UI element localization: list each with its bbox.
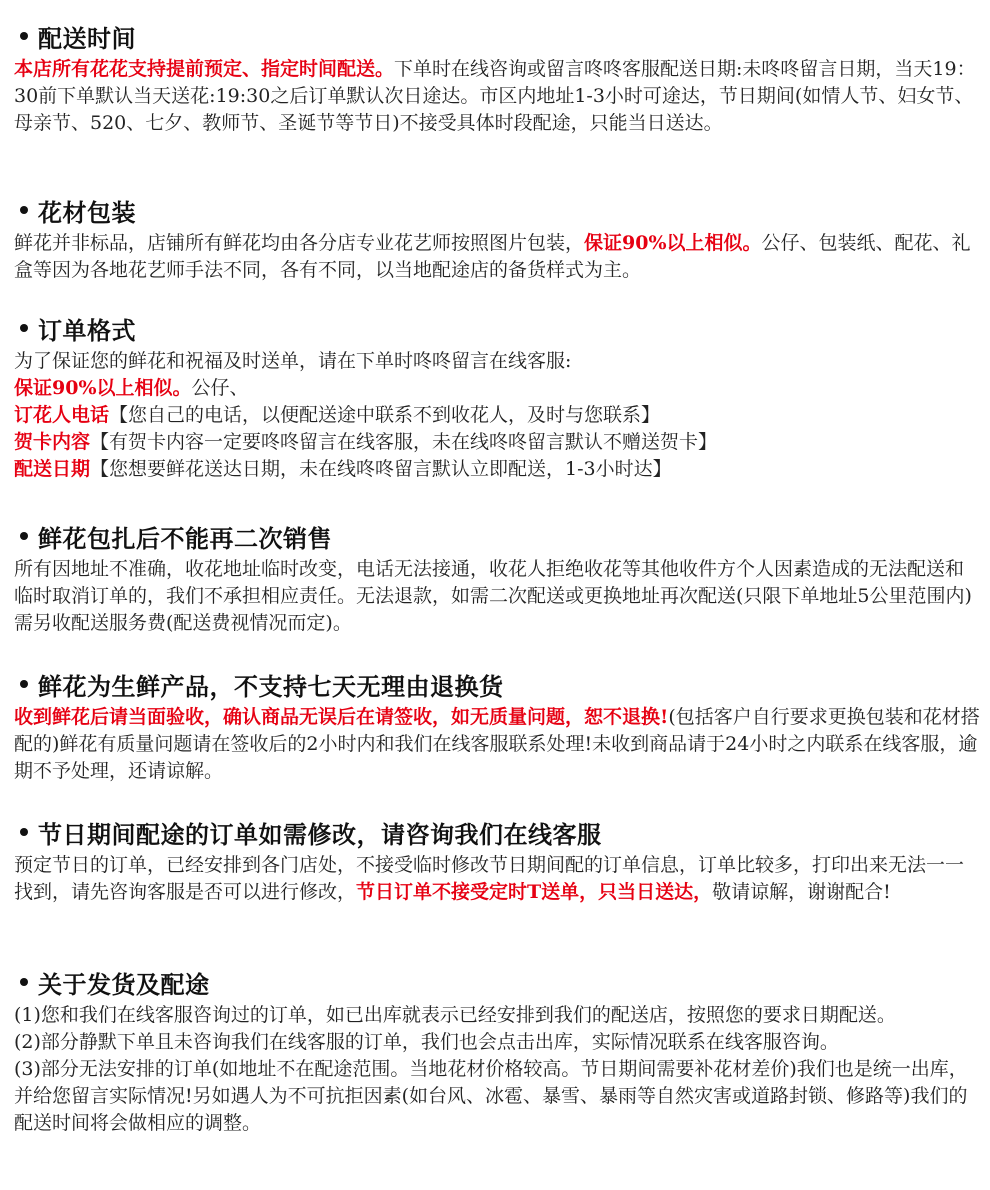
section-no-resale [14,518,980,637]
body-text: 【您想要鲜花送达日期，未在线咚咚留言默认立即配送，1-3小时达】 [90,458,672,480]
body-text: 下单时在线咨询或留言咚咚客服配送日期:未咚咚留言日期，当天19：30前下单默认当天送花:19:30之后订单默认次日途达。市区内地址1-3小时可途达，节日期间(如情人节、妇女节、母亲节、520、七夕、教师节、圣诞节等节日)不接受具体时段配途，只能当日送达。 [14,58,976,134]
section-shipping [14,964,980,1137]
list-item: (3)部分无法安排的订单(如地址不在配途范围。当地花材价格较高。节日期间需要补花材差价)我们也是统一出库，并给您留言实际情况!另如遇人为不可抗拒因素(如台风、冰雹、暴雪、暴雨等自然灾害或道路封锁、修路等)我们的配送时间将会做相应的调整。 [14,1058,968,1134]
section-title: 配送时间 [38,23,136,53]
highlight-text: 贺卡内容 [14,431,91,453]
bullet-icon [20,828,28,836]
body-text: 公仔、 [191,377,249,399]
highlight-text: 保证90%以上相似。 [584,232,762,254]
bullet-icon [20,324,28,332]
bullet-icon [20,978,28,986]
bullet-icon [20,206,28,214]
section-heading [14,964,980,1000]
body-text: (包括客户自行要求更换包装和花材搭配的)鲜花有质量问题请在签收后的2小时内和我们在线客服联系处理!未收到商品请于24小时之内联系在线客服，逾期不予处理，还请谅解。 [14,706,980,782]
list-item: (1)您和我们在线客服咨询过的订单，如已出库就表示已经安排到我们的配送店，按照您的要求日期配送。 [14,1004,896,1026]
highlight-text: 节日订单不接受定时T送单，只当日送达， [356,881,713,903]
section-body [14,348,980,483]
highlight-text: 本店所有花花支持提前预定、指定时间配送。 [14,58,395,80]
section-title: 花材包装 [38,197,136,227]
bullet-icon [20,532,28,540]
section-heading [14,18,980,54]
highlight-text: 订花人电话 [14,404,110,426]
section-title: 节日期间配途的订单如需修改，请咨询我们在线客服 [38,819,602,849]
body-text: 【您自己的电话，以便配送途中联系不到收花人，及时与您联系】 [109,404,661,426]
body-text: 鲜花并非标品，店铺所有鲜花均由各分店专业花艺师按照图片包装， [14,232,585,254]
section-heading [14,518,980,554]
section-title: 订单格式 [38,315,136,345]
highlight-text: 收到鲜花后请当面验收，确认商品无误后在请签收，如无质量问题，恕不退换! [14,706,669,728]
section-no-return [14,666,980,785]
section-delivery-time [14,18,980,137]
section-body [14,704,980,785]
section-body [14,556,980,637]
section-title: 关于发货及配途 [38,969,210,999]
body-text: 【有贺卡内容一定要咚咚留言在线客服，未在线咚咚留言默认不赠送贺卡】 [90,431,718,453]
section-body [14,230,980,284]
highlight-text: 保证90%以上相似。 [14,377,192,399]
section-body [14,852,980,906]
section-heading [14,814,980,850]
body-text: 所有因地址不准确，收花地址临时改变，电话无法接通，收花人拒绝收花等其他收件方个人因素造成的无法配送和临时取消订单的，我们不承担相应责任。无法退款，如需二次配送或更换地址再次配送(只限下单地址5公里范围内)需另收配送服务费(配送费视情况而定)。 [14,558,972,634]
bullet-icon [20,32,28,40]
section-order-format [14,310,980,483]
body-text: 为了保证您的鲜花和祝福及时送单，请在下单时咚咚留言在线客服: [14,350,572,372]
section-title: 鲜花包扎后不能再二次销售 [38,523,332,553]
section-body [14,56,980,137]
body-text: 预定节日的订单，已经安排到各门店处，不接受临时修改节日期间配的订单信息，订单比较多，打印出来无法一一找到，请先咨询客服是否可以进行修改， [14,854,965,903]
section-heading [14,192,980,228]
body-text: 敬请谅解，谢谢配合! [712,881,891,903]
highlight-text: 配送日期 [14,458,91,480]
section-title: 鲜花为生鲜产品，不支持七天无理由退换货 [38,671,504,701]
section-heading [14,310,980,346]
bullet-icon [20,680,28,688]
list-item: (2)部分静默下单且未咨询我们在线客服的订单，我们也会点击出库，实际情况联系在线客服咨询。 [14,1031,839,1053]
section-packaging [14,192,980,284]
section-body [14,1002,980,1137]
body-text: 公仔、包装纸、配花、礼盒等因为各地花艺师手法不同，各有不同，以当地配途店的备货样式为主。 [14,232,971,281]
section-holiday-modify [14,814,980,906]
section-heading [14,666,980,702]
